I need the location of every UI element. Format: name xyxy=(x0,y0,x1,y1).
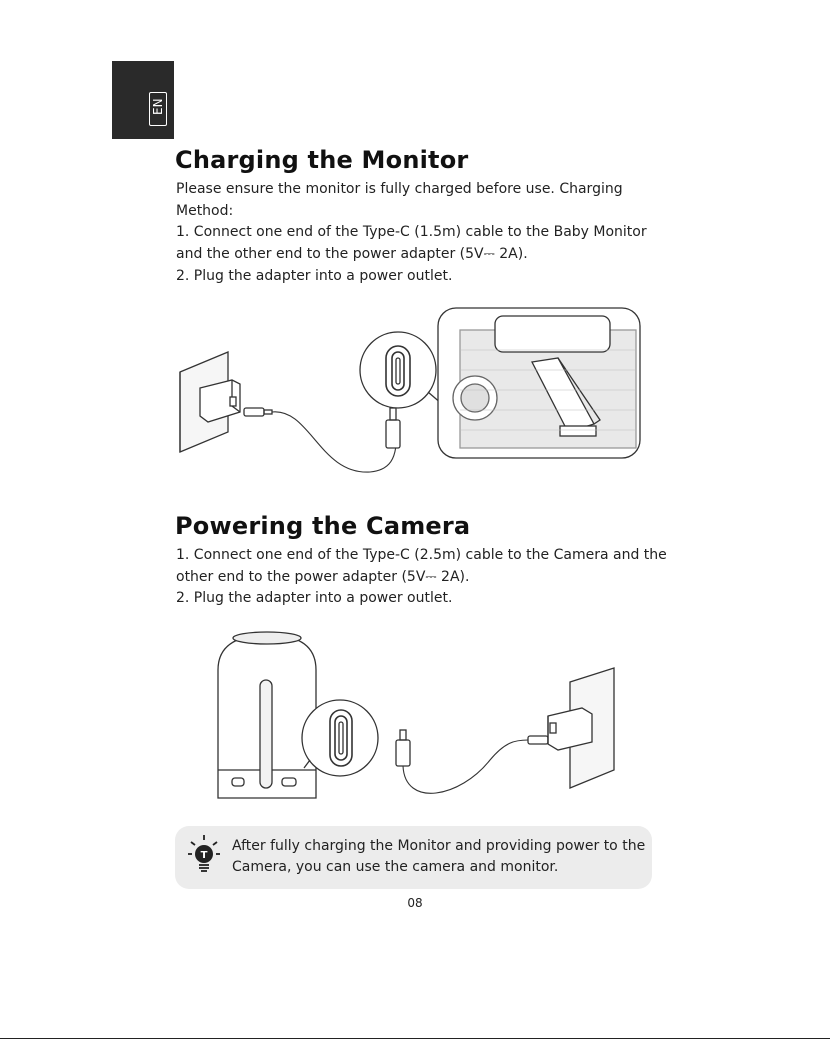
lightbulb-icon xyxy=(187,834,221,874)
charging-instructions xyxy=(176,179,656,288)
instruction-line: and the other end to the power adapter (5V⎓ 2A). xyxy=(176,246,528,263)
camera-powering-illustration xyxy=(210,630,620,810)
section-heading-charging: Charging the Monitor xyxy=(175,146,469,174)
instruction-line: 1. Connect one end of the Type-C (1.5m) cable to the Baby Monitor xyxy=(176,224,647,241)
instruction-line: Please ensure the monitor is fully charged before use. Charging xyxy=(176,181,623,197)
bottom-rule xyxy=(0,1038,830,1039)
section-heading-powering: Powering the Camera xyxy=(175,512,471,540)
svg-text:T: T xyxy=(200,850,208,861)
tip-box xyxy=(175,826,652,889)
tip-text xyxy=(232,836,645,878)
language-label: EN xyxy=(151,98,165,115)
tip-line: Camera, you can use the camera and monitor. xyxy=(232,859,559,875)
page-number: 08 xyxy=(407,896,423,910)
instruction-line: 1. Connect one end of the Type-C (2.5m) cable to the Camera and the xyxy=(176,547,667,563)
language-badge xyxy=(149,92,167,126)
instruction-line: 2. Plug the adapter into a power outlet. xyxy=(176,590,453,607)
instruction-line: 2. Plug the adapter into a power outlet. xyxy=(176,267,453,284)
monitor-charging-illustration xyxy=(170,300,650,490)
instruction-line: Method: xyxy=(176,202,234,219)
instruction-line: other end to the power adapter (5V⎓ 2A). xyxy=(176,568,470,585)
tip-line: After fully charging the Monitor and providing power to the xyxy=(232,838,646,854)
powering-instructions xyxy=(176,545,667,610)
language-tab xyxy=(112,61,174,139)
